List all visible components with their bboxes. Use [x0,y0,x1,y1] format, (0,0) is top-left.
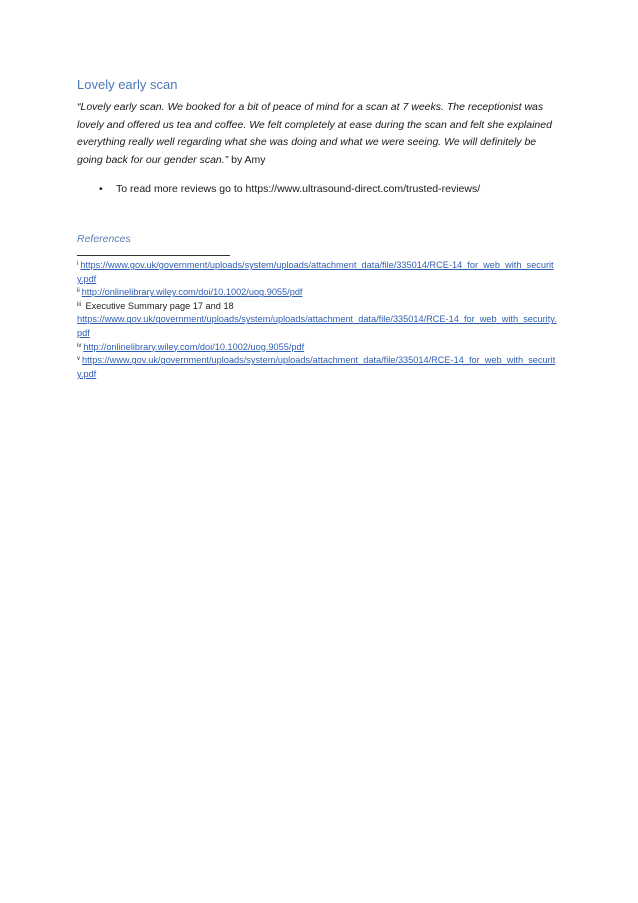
more-reviews-text: To read more reviews go to https://www.ultrasound-direct.com/trusted-reviews/ [116,183,481,195]
footnote-marker: i [77,261,79,267]
footnote-link[interactable]: http://onlinelibrary.wiley.com/doi/10.1002/uog.9055/pdf [83,341,305,352]
references-heading: References [77,233,131,245]
bullet-icon: • [99,183,103,195]
bullet-list [77,181,557,198]
review-quote: “Lovely early scan. We booked for a bit of peace of mind for a scan at 7 weeks. The receptionist was lovely and offered us tea and coffee. We felt completely at ease during the scan and felt she explained everything really well regarding what she was doing and what we were seeing. We will definitely be going back for our gender scan.” [77,101,552,166]
footnote-link[interactable]: https://www.gov.uk/government/uploads/system/uploads/attachment_data/file/335014/RCE-14_for_web_with_security.pdf [77,355,556,379]
footnote-marker: iv [77,342,82,349]
list-item [77,181,557,198]
review-heading: Lovely early scan [77,77,178,92]
review-author: by Amy [228,153,266,166]
footnote-marker: v [77,356,80,363]
footnote-1 [77,259,557,286]
footnote-link[interactable]: https://www.gov.uk/government/uploads/system/uploads/attachment_data/file/335014/RCE-14_for_web_with_security.pdf [77,260,554,284]
footnote-link[interactable]: http://onlinelibrary.wiley.com/doi/10.1002/uog.9055/pdf [81,287,303,298]
footnote-text: Executive Summary page 17 and 18 [83,300,234,311]
footnote-5 [77,354,557,381]
footnote-4 [77,341,557,355]
footnote-2 [77,286,557,300]
footnote-marker: iii [77,301,81,308]
footnote-marker: ii [77,288,80,295]
footnote-separator [77,255,230,256]
document-page [77,76,557,381]
footnote-link[interactable]: https://www.gov.uk/government/uploads/system/uploads/attachment_data/file/335014/RCE-14_for_web_with_security.pdf [77,314,557,338]
footnote-3 [77,300,557,341]
review-quote-paragraph [77,99,557,169]
